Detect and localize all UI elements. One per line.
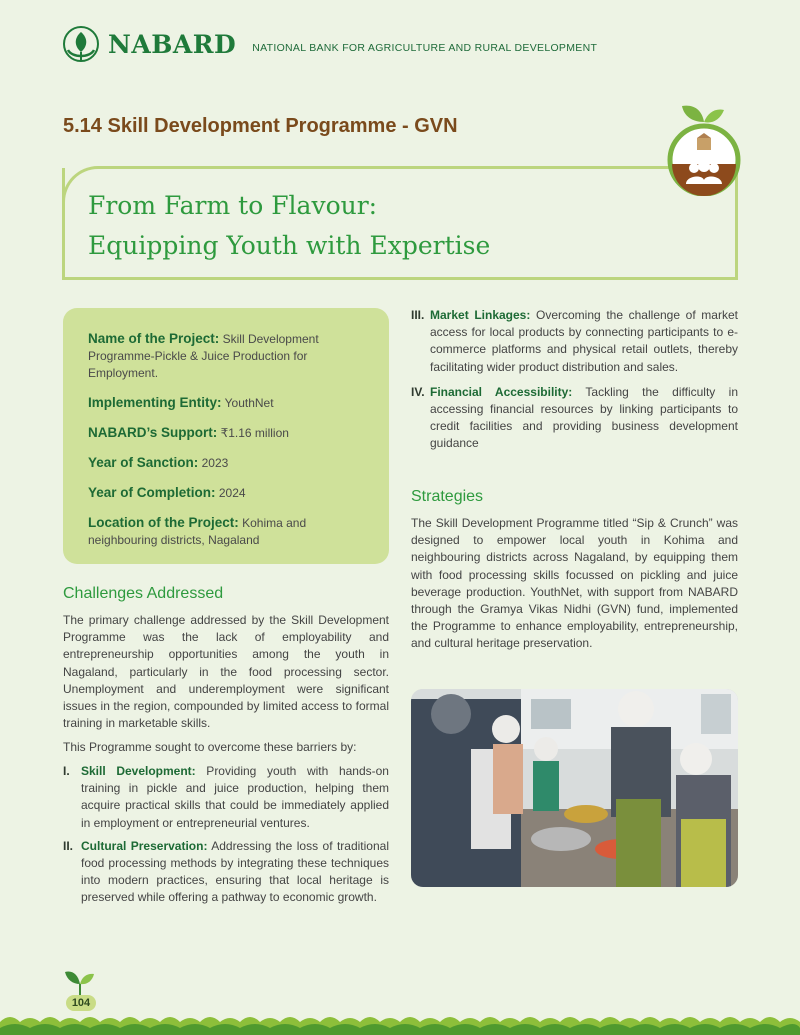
- right-list: [411, 307, 738, 459]
- challenges-list: [63, 763, 389, 913]
- title-frame-top: [100, 166, 670, 169]
- info-year-completion: Year of Completion: 2024: [88, 485, 246, 500]
- main-title: [88, 186, 648, 266]
- list-item: III. Market Linkages: Overcoming the challenge of market access for local products by connecting participants to e-commerce platforms and physical retail outlets, thereby facilitating wider product distribution and sales.: [411, 308, 738, 374]
- project-info-box: [63, 308, 389, 564]
- info-implementing-entity: Implementing Entity: YouthNet: [88, 395, 274, 410]
- training-photo-illustration: [411, 689, 738, 887]
- strategies-paragraph: The Skill Development Programme titled “Sip & Crunch” was designed to empower local youth in Kohima and neighbouring districts across Nagaland, by equipping them with food processing skills focussed on pickling and juice beverage production. YouthNet, with support from NABARD through the Gramya Vikas Nidhi (GVN) fund, implemented the Programme to enhance employability, entrepreneurship, and cultural heritage preservation.: [411, 516, 738, 651]
- info-nabard-support: NABARD’s Support: ₹1.16 million: [88, 425, 289, 440]
- grass-border-decoration: [0, 1010, 800, 1035]
- training-photo: [411, 689, 738, 887]
- main-title-line1: From Farm to Flavour:: [88, 191, 378, 220]
- info-location: Location of the Project: Kohima and neighbouring districts, Nagaland: [88, 515, 307, 547]
- header: [62, 22, 597, 66]
- logo-text: NABARD: [108, 29, 237, 59]
- section-title: 5.14 Skill Development Programme - GVN: [63, 115, 458, 137]
- info-project-name: Name of the Project: Skill Development Programme-Pickle & Juice Production for Employment.: [88, 331, 319, 380]
- main-title-line2: Equipping Youth with Expertise: [88, 231, 491, 260]
- challenges-paragraph: The primary challenge addressed by the Skill Development Programme was the lack of employability and entrepreneurship opportunities among the youth in Nagaland, particularly in the food processing sector. Unemployment and underemployment were significant issues in the region, compounded by limited access to formal training in marketable skills.: [63, 613, 389, 731]
- logo-tagline: NATIONAL BANK FOR AGRICULTURE AND RURAL DEVELOPMENT: [252, 42, 598, 54]
- page-number: 104: [66, 995, 96, 1011]
- challenges-intro: This Programme sought to overcome these barriers by:: [63, 740, 357, 754]
- strategies-heading: Strategies: [411, 488, 484, 505]
- info-year-sanction: Year of Sanction: 2023: [88, 455, 229, 470]
- challenges-heading: Challenges Addressed: [63, 585, 224, 602]
- list-item: I. Skill Development: Providing youth with hands-on training in pickle and juice production, helping them acquire practical skills that could be immediately applied in employment or entrepreneurial ventures.: [63, 764, 389, 830]
- list-item: IV. Financial Accessibility: Tackling the difficulty in accessing financial resources by linking participants to credit facilities and providing business development guidance: [411, 384, 738, 451]
- skill-development-badge-icon: [664, 100, 744, 196]
- list-item: II. Cultural Preservation: Addressing the loss of traditional food processing methods by integrating these techniques into modern practices, ensuring that local heritage is preserved while offering a pathway to economic growth.: [63, 838, 389, 905]
- nabard-logo-icon: [62, 24, 100, 64]
